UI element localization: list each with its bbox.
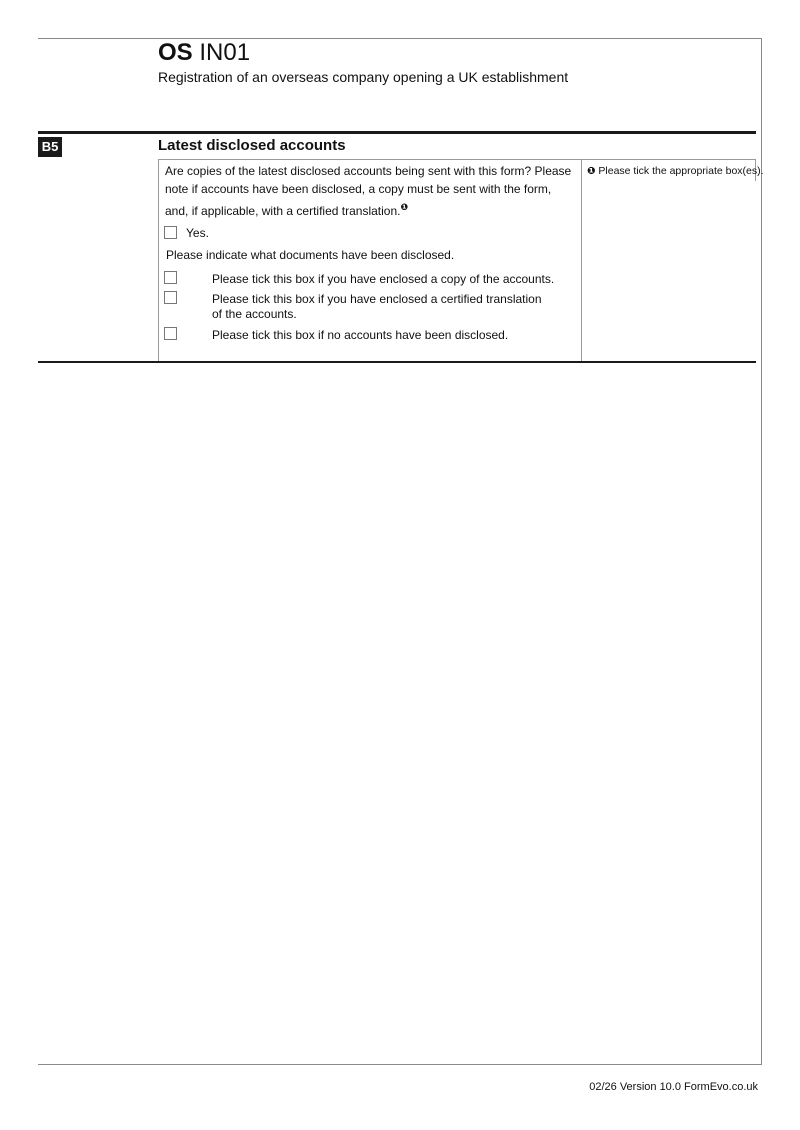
section-top-rule bbox=[38, 131, 756, 134]
certified-translation-label: Please tick this box if you have enclosed a certified translation of the accounts. bbox=[212, 292, 542, 321]
page-frame-top bbox=[38, 38, 762, 39]
no-accounts-label: Please tick this box if no accounts have been disclosed. bbox=[212, 328, 509, 342]
form-code-prefix: OS bbox=[158, 39, 193, 66]
note-marker-icon: ❶ bbox=[400, 202, 409, 212]
certified-translation-checkbox[interactable] bbox=[164, 291, 177, 304]
yes-label: Yes. bbox=[186, 226, 209, 240]
page-frame-right bbox=[761, 38, 762, 1065]
section-title: Latest disclosed accounts bbox=[158, 137, 346, 154]
section-bottom-rule bbox=[38, 361, 756, 363]
accounts-copy-label: Please tick this box if you have enclosed a copy of the accounts. bbox=[212, 272, 555, 286]
side-note-text: Please tick the appropriate box(es). bbox=[598, 165, 764, 177]
accounts-copy-checkbox[interactable] bbox=[164, 271, 177, 284]
indicate-instructions: Please indicate what documents have been disclosed. bbox=[166, 248, 455, 262]
section-badge: B5 bbox=[38, 137, 62, 157]
question-body: Are copies of the latest disclosed accounts being sent with this form? Please note if accounts have been disclosed, a copy must be sent with the form, and, if applicable, with a certified translation. bbox=[165, 164, 572, 218]
yes-checkbox[interactable] bbox=[164, 226, 177, 239]
info-marker-icon: ❶ bbox=[587, 166, 596, 177]
form-code-number: IN01 bbox=[199, 39, 251, 66]
question-text bbox=[165, 162, 575, 220]
form-code bbox=[158, 40, 250, 66]
no-accounts-checkbox[interactable] bbox=[164, 327, 177, 340]
side-note bbox=[587, 164, 764, 179]
footer-version: 02/26 Version 10.0 FormEvo.co.uk bbox=[589, 1081, 758, 1093]
form-subtitle: Registration of an overseas company opening a UK establishment bbox=[158, 69, 569, 85]
page-frame-bottom bbox=[38, 1064, 762, 1065]
